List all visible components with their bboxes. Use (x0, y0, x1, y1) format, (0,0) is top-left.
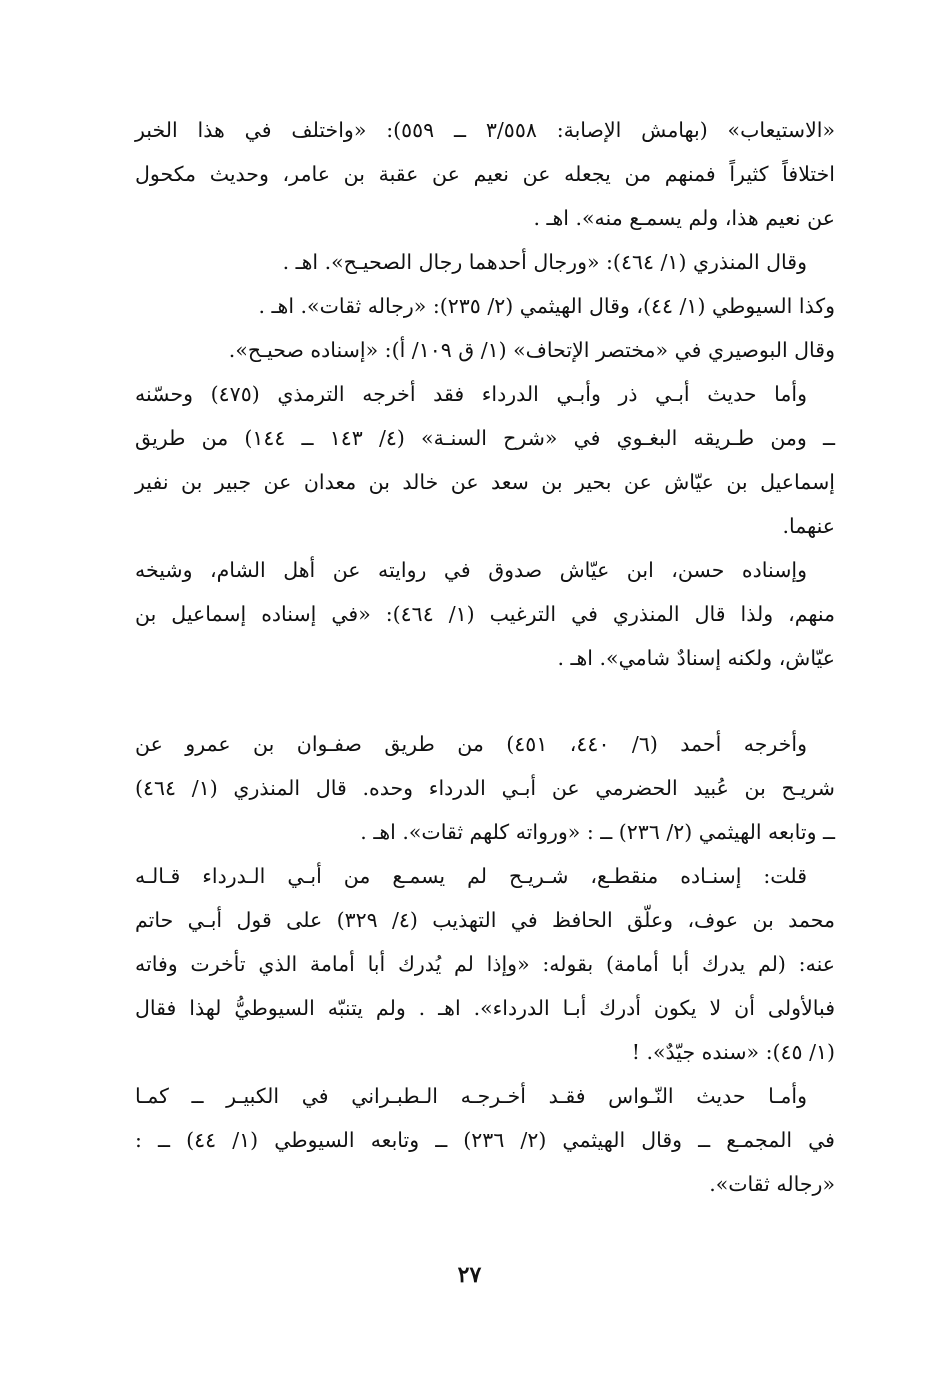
text-line: منهم، ولذا قال المنذري في الترغيب (١/ ٤٦٤): «في إسناده إسماعيل بن (135, 602, 835, 626)
text-line: وكذا السيوطي (١/ ٤٤)، وقال الهيثمي (٢/ ٢٣٥): «رجاله ثقات». اهـ . (258, 294, 835, 318)
text-line: عن نعيم هذا، ولم يسمـع منه». اهـ . (533, 206, 835, 230)
text-line: وأخرجه أحمد (٦/ ٤٤٠، ٤٥١) من طريق صفـوان بن عمرو عن (135, 732, 807, 756)
page-number: ٢٧ (457, 1262, 482, 1288)
text-line: ــ وتابعه الهيثمي (٢/ ٢٣٦) ــ : «ورواته كلهم ثقات». اهـ . (360, 820, 835, 844)
text-line: شريـح بن عُبيد الحضرمي عن أبـي الدرداء وحده. قال المنذري (١/ ٤٦٤) (135, 776, 835, 800)
text-line: ــ ومن طـريقه البغـوي في «شرح السنـة» (٤/ ١٤٣ ــ ١٤٤) من طريق (135, 426, 835, 450)
text-line: «رجاله ثقات». (709, 1172, 835, 1196)
text-line: فبالأولى أن لا يكون أدرك أبـا الدرداء». اهـ . ولم يتنبّه السيوطيُّ لهذا فقال (135, 996, 835, 1020)
text-line: في المجمـع ــ وقال الهيثمي (٢/ ٢٣٦) ــ وتابعه السيوطي (١/ ٤٤) ــ : (135, 1128, 835, 1152)
text-line: «الاستيعاب» (بهامش الإصابة: ٣/٥٥٨ ــ ٥٥٩): «واختلف في هذا الخبر (135, 118, 835, 142)
text-line: وأمـا حديث النّـواس فقـد أخـرجـه الـطبـراني في الكبيـر ــ كمـا (135, 1084, 807, 1108)
body-text-lower (135, 722, 835, 1206)
text-line: عيّاش، ولكنه إسنادٌ شامي». اهـ . (557, 646, 835, 670)
text-line: إسماعيل بن عيّاش عن بحير بن سعد عن خالد بن معدان عن جبير بن نفير (135, 470, 835, 494)
text-line: عنهما. (782, 514, 835, 538)
text-line: (١/ ٤٥): «سنده جيّدٌ». ! (631, 1040, 835, 1064)
text-line: اختلافاً كثيراً فمنهم من يجعله عن نعيم عن عقبة بن عامر، وحديث مكحول (135, 162, 835, 186)
text-line: وقال المنذري (١/ ٤٦٤): «ورجال أحدهما رجال الصحيـح». اهـ . (282, 250, 807, 274)
text-line: عنه: (لم يدرك أبا أمامة) بقوله: «وإذا لم يُدرك أبا أمامة الذي تأخرت وفاته (135, 952, 835, 976)
text-line: وإسناده حسن، ابن عيّاش صدوق في روايته عن أهل الشام، وشيخه (135, 558, 807, 582)
text-line: محمد بن عوف، وعلّق الحافظ في التهذيب (٤/ ٣٢٩) على قول أبـي حاتم (135, 908, 835, 932)
text-line: قلت: إسنـاده منقطـع، شـريـح لم يسمـع من أبـي الـدرداء قـالـه (135, 864, 807, 888)
text-line: وأما حديث أبـي ذر وأبـي الدرداء فقد أخرجه الترمذي (٤٧٥) وحسّنه (135, 382, 807, 406)
body-text-upper (135, 108, 835, 680)
text-line: وقال البوصيري في «مختصر الإتحاف» (١/ ق ١٠٩/ أ): «إسناده صحيـح». (228, 338, 835, 362)
